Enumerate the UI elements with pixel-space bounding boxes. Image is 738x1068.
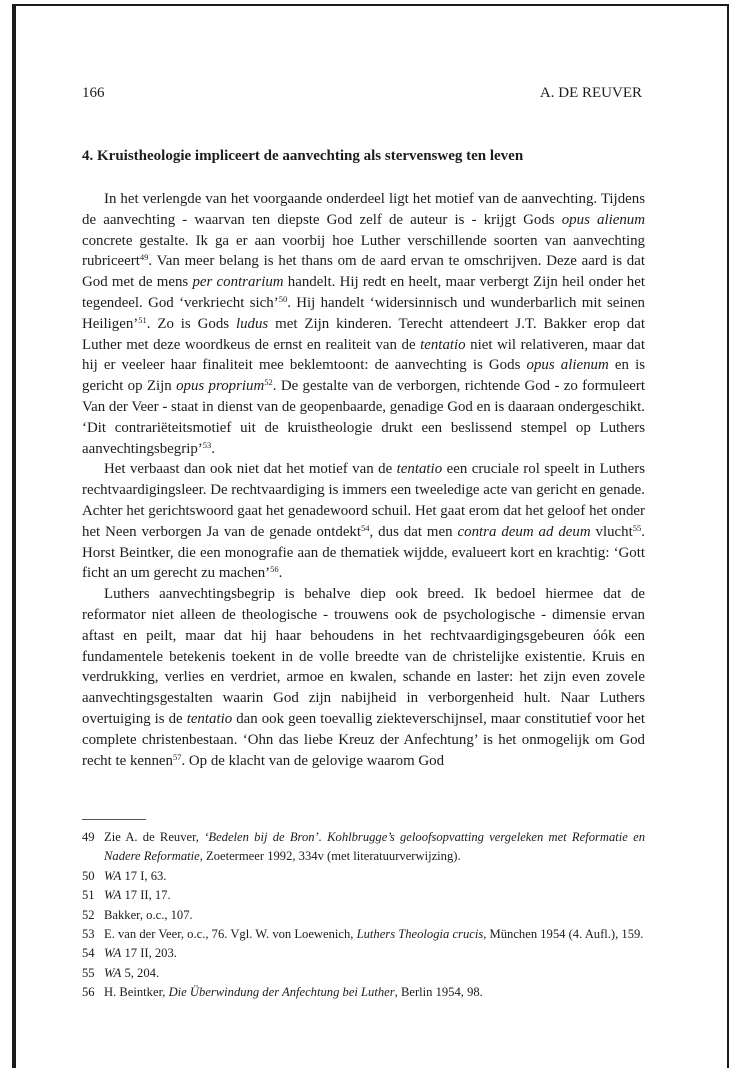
section-title: 4. Kruistheologie impliceert de aanvechting als stervensweg ten leven: [82, 148, 524, 164]
footnote-ref: 51: [138, 314, 147, 325]
paragraph-1: In het verlengde van het voorgaande onderdeel ligt het motief van de aanvechting. Tijdens de aanvechting - waarvan ten diepste God zelf de auteur is - krijgt Gods opus alienum concrete gestalte. Ik ga er aan voorbij hoe Luther verschillende soorten van aanvechting rubriceert$^{49}$. Van meer belang is het thans om de aard ervan te omschrijven. Deze aard is dat God met de mens per contrarium handelt. Hij redt en heelt, maar verbergt Zijn heil onder het tegendeel. God ‘verkriecht sich’$^{50}$. Hij handelt ‘widersinnisch und wunderbarlich mit seinen Heiligen’$^{51}$. Zo is Gods ludus met Zijn kinderen. Terecht attendeert J.T. Bakker erop dat Luther met deze woordkeus de ernst en realiteit van de tentatio niet wil relativeren, maar dat hij er veeleer haar finaliteit mee beklemtoont: de aanvechting is Gods opus alienum en is gericht op Zijn opus proprium$^{52}$. De gestalte van de verborgen, richtende God - zo formuleert Van der Veer - staat in dienst van de geopenbaarde, genadige God en is daaraan ondergeschikt. ‘Dit contrariëteitsmotief uit de kruistheologie drukt een beslissend stempel op Luthers aanvechtingsbegrip’$^{53}$.: [82, 191, 646, 457]
paragraph-2: Het verbaast dan ook niet dat het motief van de tentatio een cruciale rol speelt in Luthers rechtvaardigingsleer. De rechtvaardiging is immers een tweeledige acte van gericht en genade. Achter het gerichtswoord gaat het genadewoord schuil. Het gaat erom dat het geloof het onder het Neen verborgen Ja van de genade ontdekt$^{54}$, dus dat men contra deum ad deum vlucht$^{55}$. Horst Beintker, die een monografie aan de thematiek wijdde, evalueert kort en krachtig: ‘Gott ficht an um gerecht zu machen’$^{56}$.: [82, 461, 645, 582]
footnote-number: 54: [82, 946, 95, 961]
footnote-number: 52: [82, 907, 95, 922]
footnote-ref: 56: [270, 564, 279, 575]
running-header: [82, 85, 642, 102]
footnote-text: Zie A. de Reuver, ‘Bedelen bij de Bron’. Kohlbrugge’s geloofsopvatting vergeleken met Reformatie en Nadere Reformatie, Zoetermeer 1992, 334v (met literatuurverwijzing).: [104, 830, 646, 864]
footnote: [82, 867, 645, 886]
footnote: [82, 886, 645, 905]
footnote-ref: 55: [632, 522, 642, 533]
footnote: [82, 828, 645, 867]
running-head: A. DE REUVER: [539, 85, 642, 101]
page-number: 166: [82, 85, 105, 101]
footnote-ref: 53: [202, 439, 212, 450]
footnote-text: WA 5, 204.: [104, 965, 160, 980]
footnote-text: WA 17 II, 17.: [104, 888, 171, 903]
footnote-ref: 50: [278, 293, 288, 304]
footnote-text: Bakker, o.c., 107.: [104, 907, 193, 922]
footnote-text: WA 17 II, 203.: [104, 946, 177, 961]
footnote-text: H. Beintker, Die Überwindung der Anfechtung bei Luther, Berlin 1954, 98.: [104, 985, 483, 1000]
footnote-number: 56: [82, 985, 95, 1000]
paragraph-3: Luthers aanvechtingsbegrip is behalve diep ook breed. Ik bedoel hiermee dat de reformator niet alleen de theologische - trouwens ook de psychologische - dimensie ervan aftast en peilt, maar dat hij haar behoudens in het rechtvaardigingsgebeuren óók een fundamentele betekenis toekent in de volle breedte van de christelijke existentie. Kruis en verdrukking, verlies en verdriet, armoe en kwalen, schande en laster: het zijn even zovele aanvechtingsgestalten waarin God zijn nabijheid in verborgenheid hult. Naar Luthers overtuiging is de tentatio dan ook geen toevallig ziekteverschijnsel, maar constitutief voor het complete christenbestaan. ‘Ohn das liebe Kreuz der Anfechtung’ is het onmogelijk om God recht te kennen$^{57}$. Op de klacht van de gelovige waarom God: [82, 586, 645, 769]
body-text: [82, 189, 645, 771]
footnote-ref: 54: [361, 522, 370, 533]
footnote: [82, 944, 645, 963]
footnote-ref: 57: [172, 751, 182, 762]
footnote-ref: 49: [139, 252, 149, 263]
footnote-number: 55: [82, 965, 95, 980]
footnote-text: WA 17 I, 63.: [104, 868, 167, 883]
footnote: [82, 925, 645, 944]
footnote-number: 50: [82, 868, 95, 883]
footnotes: [82, 828, 645, 1003]
footnote: [82, 964, 645, 983]
footnote-separator: [82, 819, 146, 820]
footnote-ref: 52: [264, 377, 273, 388]
footnote-number: 53: [82, 927, 95, 942]
footnote: [82, 983, 645, 1002]
footnote-number: 49: [82, 830, 95, 844]
footnote-number: 51: [82, 888, 95, 903]
footnote: [82, 906, 645, 925]
footnote-text: E. van der Veer, o.c., 76. Vgl. W. von Loewenich, Luthers Theologia crucis, München 1954 (4. Aufl.), 159.: [104, 927, 644, 942]
